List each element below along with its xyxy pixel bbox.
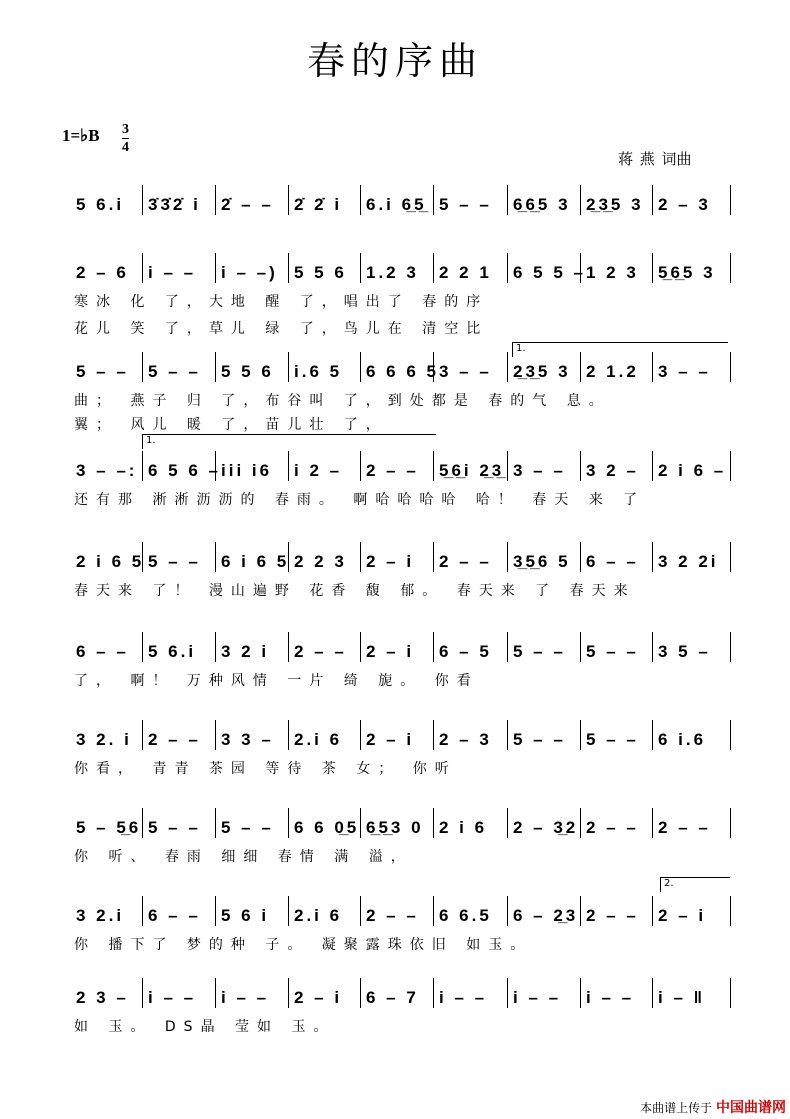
measure: 2 – 3̲2 [513,818,579,837]
measure: i – – [513,988,562,1007]
measure: 6̲6̲5 3 [513,195,571,214]
measure: 5 – – [586,730,639,749]
lyric-line: 你 听、 春雨 细细 春情 满 溢， [74,849,413,865]
lyric-line: 你 播下了 梦的种 子。 凝聚露珠依旧 如玉。 [74,937,533,953]
measure: 6̲5̲3 0 [366,818,424,837]
score-row [68,185,728,229]
barline [652,896,653,926]
measure: 5 6.i [148,642,197,661]
barline [142,808,143,838]
barline [142,632,143,662]
barline [580,632,581,662]
barline [360,451,361,481]
lyric-line: 还有那 淅淅沥沥的 春雨。 啊哈哈哈哈 哈！ 春天 来 了 [74,492,646,508]
barline [580,808,581,838]
barline [360,185,361,215]
barline [507,253,508,283]
barline [142,720,143,750]
measure: 6 6.5 [439,906,492,925]
measure: 2̇ 2̇ i [294,195,343,214]
measure: 1 2 3 [586,263,639,282]
barline [142,352,143,382]
lyric-line: 曲； 燕子 归 了，布谷叫 了，到处都是 春的气 息。 [74,393,611,409]
measure: 5 – – [148,818,201,837]
barline [730,352,731,382]
barline [507,185,508,215]
measure: 2̲3̲5 3 [586,195,644,214]
barline [730,185,731,215]
barline [360,542,361,572]
barline [360,896,361,926]
barline [730,253,731,283]
measure: 5 5 6 [294,263,347,282]
barline [433,896,434,926]
measure: 2 2 3 [294,552,347,571]
barline [507,978,508,1008]
barline [580,896,581,926]
barline [288,632,289,662]
barline [580,720,581,750]
measure: i 2 – [294,461,343,480]
measure: 3 2 i [221,642,270,661]
measure: 5 – – [586,642,639,661]
measure: 2 – 3 [439,730,492,749]
measure: 2 – – [148,730,201,749]
measure: 3 3 – [221,730,274,749]
measure: 2 – – [658,818,711,837]
measure: 3 2. i [76,730,132,749]
barline [433,720,434,750]
lyric-line: 如 玉。 DS晶 莹如 玉。 [74,1019,336,1035]
barline [652,632,653,662]
barline [507,352,508,382]
measure: 2̇ – – [221,195,274,214]
measure: 2 – – [586,906,639,925]
measure: 2 – 6 [76,263,129,282]
barline [433,451,434,481]
measure: 6 – 2̲3 [513,906,579,925]
measure: 3̲5̲6 5 [513,552,571,571]
barline [433,253,434,283]
measure: 5 – – [148,552,201,571]
barline [433,542,434,572]
barline [580,978,581,1008]
measure: 3 – – [658,362,711,381]
barline [507,451,508,481]
footer-text: 本曲谱上传于 [640,1101,713,1115]
measure: 3 – – [513,461,566,480]
volta-1: 1. [512,342,728,357]
barline [730,632,731,662]
barline [215,720,216,750]
lyric-line: 花儿 笑 了，草儿 绿 了，鸟儿在 清空比 [74,321,489,337]
barline [652,185,653,215]
barline [433,185,434,215]
measure: 3 5 – [658,642,711,661]
measure: 2.i 6 [294,730,343,749]
measure: 5 – – [148,362,201,381]
footer [640,1097,786,1117]
barline [433,808,434,838]
barline [288,720,289,750]
measure: 5 – – [513,730,566,749]
barline [730,542,731,572]
lyric-line: 春天来 了！ 漫山遍野 花香 馥 郁。 春天来 了 春天来 [74,583,636,599]
measure: 2 – i [366,642,415,661]
measure: 6 5 6 – [148,461,221,480]
measure: 1.2 3 [366,263,419,282]
measure: 3 – –: [76,461,138,480]
measure: 3 2 2i [658,552,719,571]
measure: 6 – – [586,552,639,571]
measure: 2 – i [366,730,415,749]
barline [507,720,508,750]
measure: 2 – 3 [658,195,711,214]
key-signature: 1=♭B [62,126,100,145]
barline [360,632,361,662]
barline [360,253,361,283]
measure: 5̲6̲5 3 [658,263,716,282]
barline [652,978,653,1008]
measure: 5 6.i [76,195,125,214]
measure: 6 5 5 – [513,263,586,282]
barline [360,352,361,382]
barline [652,808,653,838]
barline [215,808,216,838]
measure: i – – [439,988,488,1007]
barline [652,542,653,572]
measure: 2 – – [366,906,419,925]
barline [360,808,361,838]
barline [507,542,508,572]
measure: 5 – – [439,195,492,214]
measure: i – – [221,988,270,1007]
measure: 6 – 5 [439,642,492,661]
barline [652,720,653,750]
barline [730,451,731,481]
barline [288,978,289,1008]
barline [142,451,143,481]
measure: 3 – – [439,362,492,381]
lyric-line: 翼； 风儿 暖 了，苗儿壮 了， [74,417,388,433]
measure: 2 3 – [76,988,129,1007]
barline [652,253,653,283]
barline [288,896,289,926]
measure: 6 – – [76,642,129,661]
barline [360,720,361,750]
barline [288,451,289,481]
barline [652,451,653,481]
barline [288,185,289,215]
measure: 3̇3̇2̇ i [148,195,201,214]
lyric-line: 你看， 青青 茶园 等待 茶 女； 你听 [74,761,457,777]
measure: 6.i 6̲5̲ [366,195,427,214]
barline [433,978,434,1008]
time-top: 3 [122,122,129,137]
measure: 5 5 6 [221,362,274,381]
measure: 6 6 0̲5 [294,818,360,837]
composer-credit: 蒋 燕 词曲 [618,150,692,168]
barline [288,253,289,283]
barline [142,896,143,926]
lyric-line: 了， 啊！ 万种风情 一片 绮 旎。 你看 [74,673,479,689]
measure: 2 – i [366,552,415,571]
measure: 2 1.2 [586,362,639,381]
measure: 2 – i [658,906,707,925]
measure: i – – [586,988,635,1007]
measure: 5 – 5̲6 [76,818,142,837]
measure: 6 – – [148,906,201,925]
measure: i.6 5 [294,362,343,381]
measure: 5̲6̲i 2̲3̲ [439,461,505,480]
measure: 2̲3̲5 3 [513,362,571,381]
barline [215,632,216,662]
measure: i – –) [221,263,278,282]
measure: i – – [148,988,197,1007]
barline [215,978,216,1008]
barline [730,720,731,750]
measure: 2.i 6 [294,906,343,925]
barline [215,896,216,926]
measure: 5 – – [221,818,274,837]
barline [507,632,508,662]
volta-1-second: 1. [142,434,436,449]
measure: 6 i 6 5 [221,552,290,571]
measure: 2 – i [294,988,343,1007]
measure: 5 6 i [221,906,270,925]
measure: i – – [148,263,197,282]
measure: 2 i 6 5 [76,552,145,571]
time-bottom: 4 [122,140,129,155]
measure: 5 – – [76,362,129,381]
barline [507,896,508,926]
measure: 6 i.6 [658,730,707,749]
measure: i – ‖ [658,988,706,1007]
measure: 5 – – [513,642,566,661]
barline [580,542,581,572]
barline [142,253,143,283]
barline [215,352,216,382]
measure: iii i6 [221,461,273,480]
lyric-line: 寒冰 化 了，大地 醒 了，唱出了 春的序 [74,294,489,310]
barline [730,808,731,838]
barline [580,451,581,481]
measure: 2 – – [294,642,347,661]
barline [288,352,289,382]
measure: 2 2 1 [439,263,492,282]
measure: 2 i 6 – [658,461,727,480]
volta-2: 2. [660,877,730,892]
barline [730,896,731,926]
measure: 2 – – [439,552,492,571]
barline [730,978,731,1008]
measure: 3 2.i [76,906,125,925]
footer-brand: 中国曲谱网 [716,1100,786,1116]
barline [142,185,143,215]
barline [215,185,216,215]
barline [580,185,581,215]
measure: 6 – 7 [366,988,419,1007]
measure: 2 – – [586,818,639,837]
barline [142,978,143,1008]
measure: 6 6 6 5 [366,362,439,381]
barline [288,808,289,838]
measure: 3 2 – [586,461,639,480]
barline [360,978,361,1008]
measure: 2 i 6 [439,818,488,837]
time-signature [122,122,129,155]
barline [507,808,508,838]
barline [215,253,216,283]
measure: 2 – – [366,461,419,480]
barline [433,632,434,662]
page-title: 春的序曲 [306,39,483,83]
barline [215,542,216,572]
